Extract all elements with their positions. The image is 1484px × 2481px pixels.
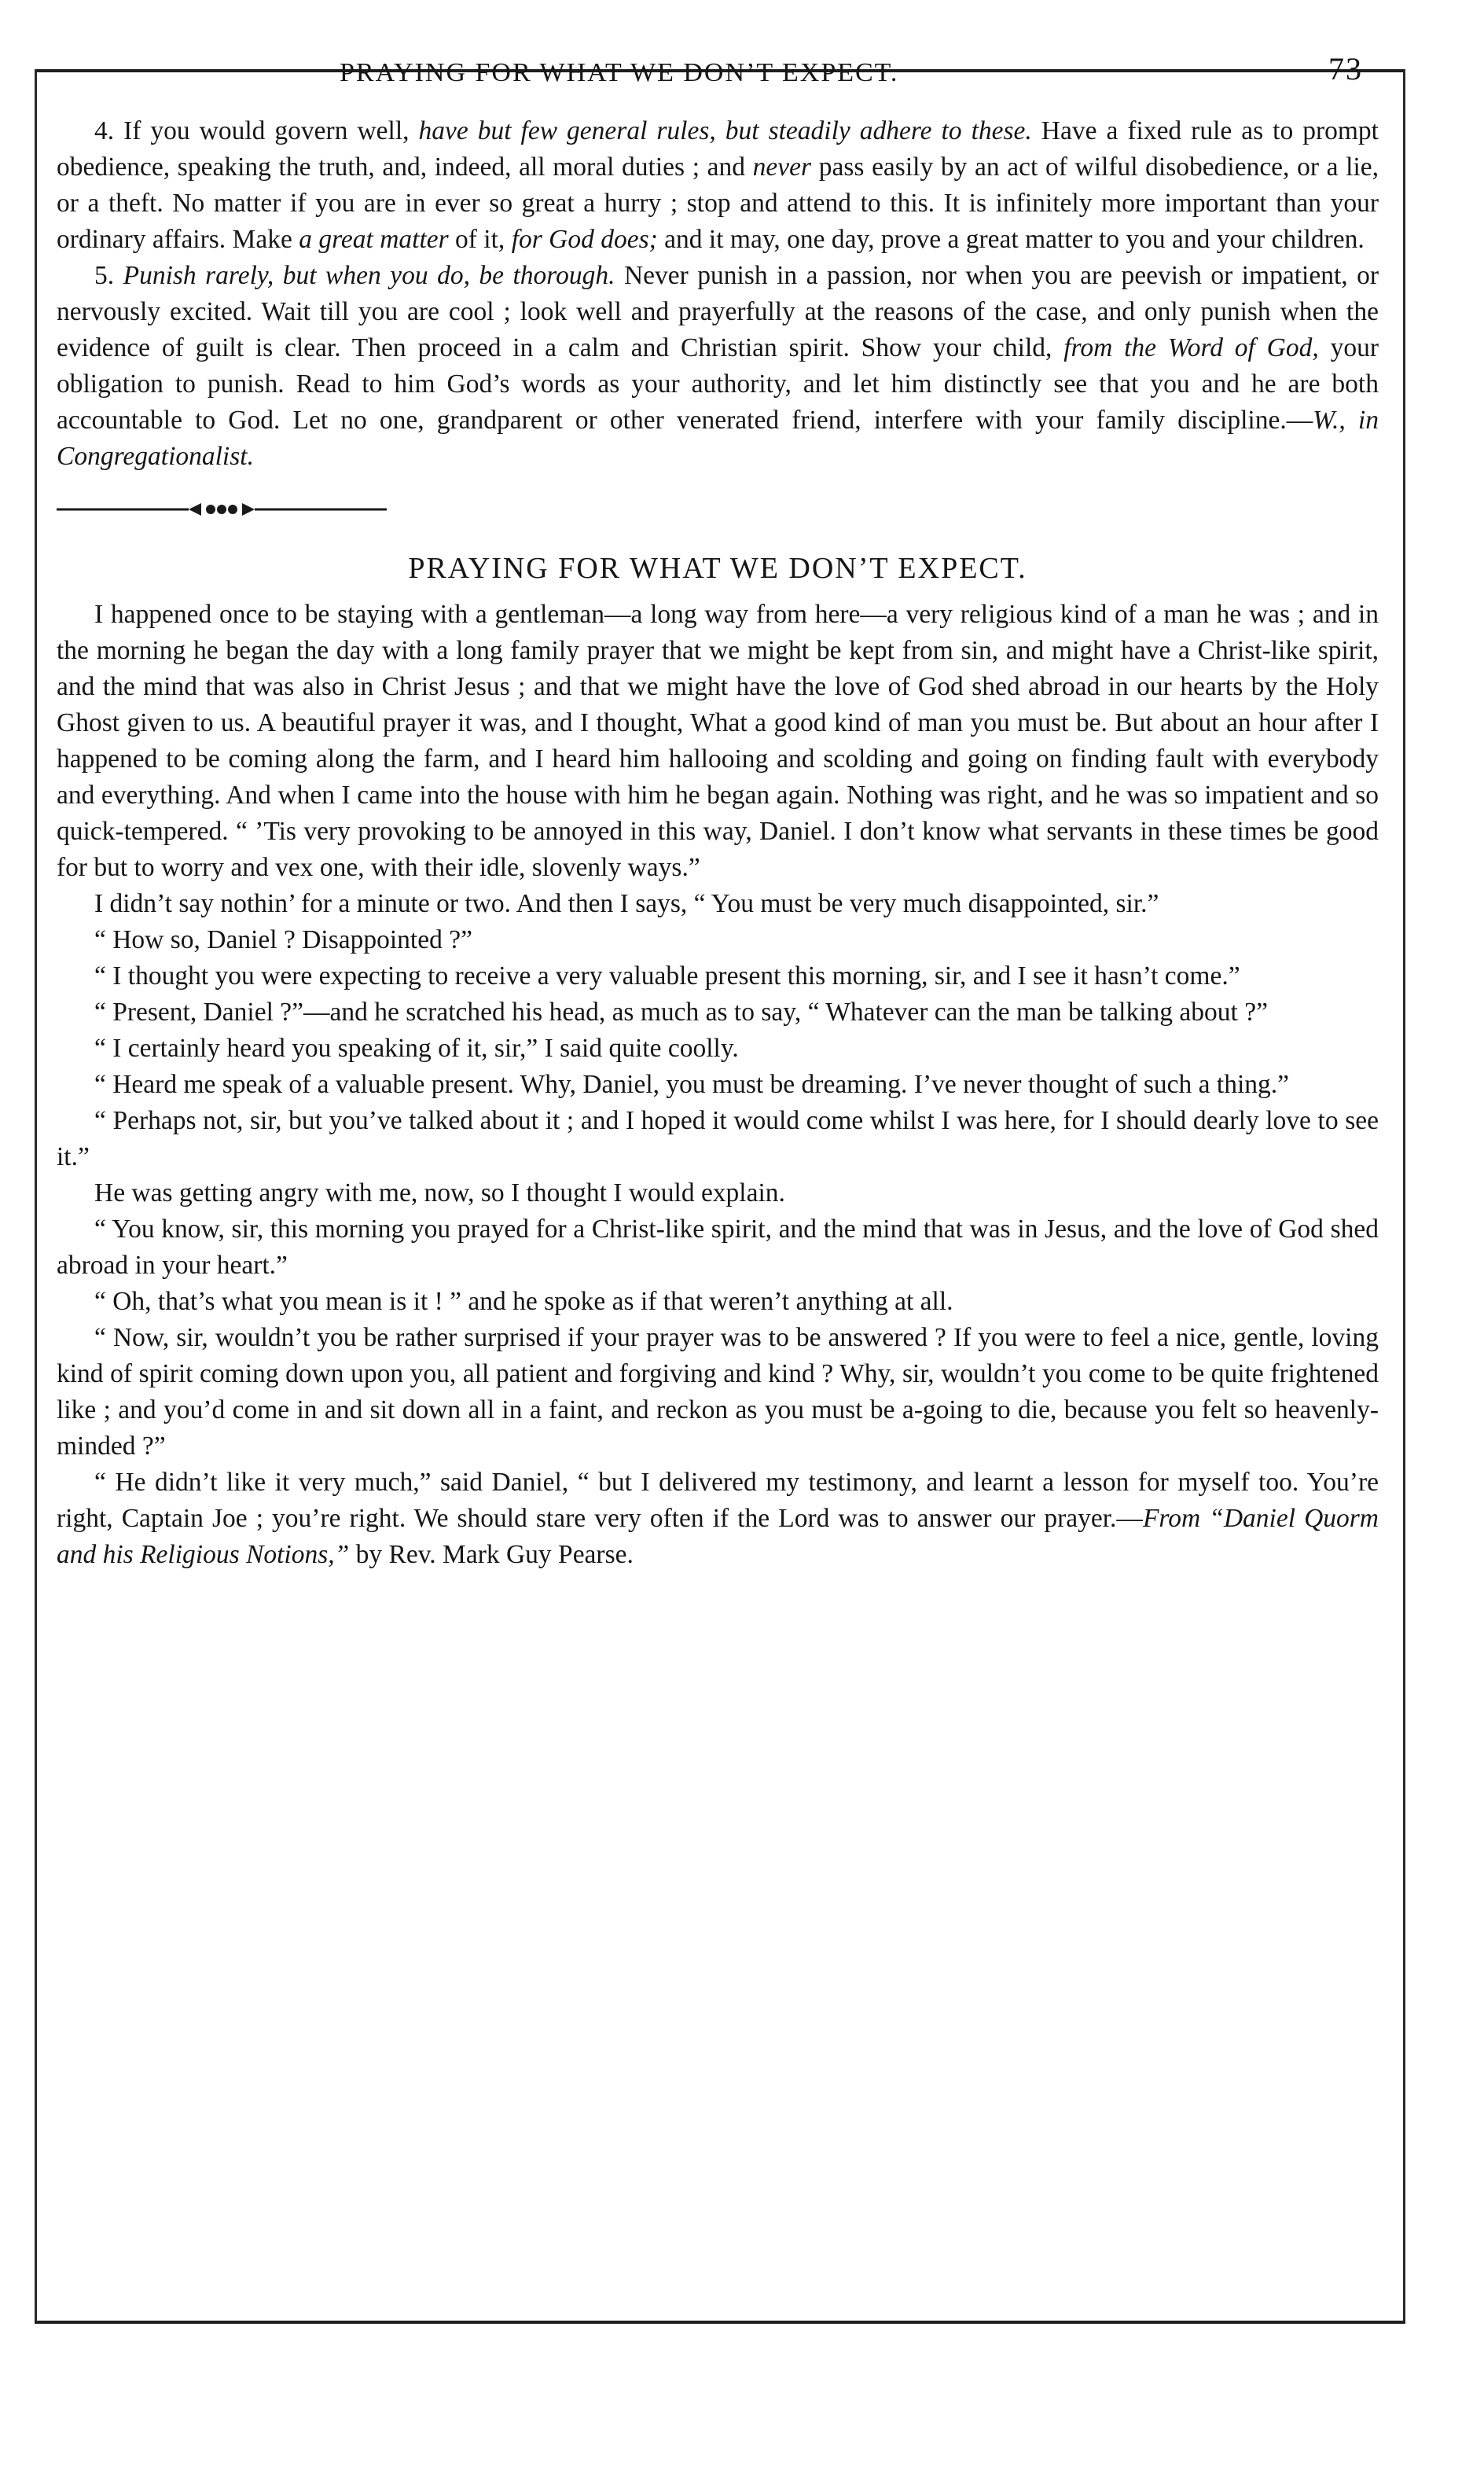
article-title: PRAYING FOR WHAT WE DON’T EXPECT.	[408, 552, 1027, 585]
article-paragraph: “ Perhaps not, sir, but you’ve talked about it ; and I hoped it would come whilst I was here, for I should dearly love to see it.”	[57, 1106, 1379, 1171]
para4-lead: 4. If you would govern well,	[94, 116, 419, 145]
para4-italic: have but few general rules, but steadily adhere to these.	[418, 116, 1032, 145]
article-paragraph: “ I thought you were expecting to receive a very valuable present this morning, sir, and I see it hasn’t come.”	[94, 961, 1240, 991]
article-paragraph: “ You know, sir, this morning you prayed for a Christ-like spirit, and the mind that was in Jesus, and the love of God shed abroad in your heart.”	[57, 1215, 1379, 1280]
running-title: PRAYING FOR WHAT WE DON’T EXPECT.	[340, 58, 899, 87]
article-paragraph: I didn’t say nothin’ for a minute or two. And then I says, “ You must be very much disappointed, sir.”	[94, 889, 1159, 918]
article-paragraph: He was getting angry with me, now, so I thought I would explain.	[94, 1178, 785, 1207]
para4-text: Have a fixed rule as to prompt obedience, speaking the truth, and, indeed, all moral duties ; and	[57, 116, 1379, 182]
para4-italic-great-matter: a great matter	[299, 225, 449, 254]
para4-text-2: pass easily by an act of wilful disobedience, or a lie, or a theft. No matter if you are in ever so great a hurry ; stop and attend to this. It is infinitely more important than your ordinary affairs. Make	[57, 153, 1379, 254]
page-number: 73	[1328, 51, 1363, 86]
page-content	[57, 50, 1379, 1573]
para5-italic-word-of-god: from the Word of God,	[1063, 333, 1319, 362]
section-divider-ornament	[57, 500, 387, 519]
left-rule	[35, 69, 37, 2324]
rule-paragraph-5	[57, 258, 1379, 475]
para5-text: Never punish in a passion, nor when you are peevish or impatient, or nervously excited. Wait till you are cool ; look well and prayerfully at the reasons of the case, and only punish when the evidence of guilt is clear. Then proceed in a calm and Christian spirit. Show your child,	[57, 261, 1379, 362]
author-credit: by Rev. Mark Guy Pearse.	[349, 1540, 634, 1569]
article-paragraph: “ Now, sir, wouldn’t you be rather surprised if your prayer was to be answered ? If you were to feel a nice, gentle, loving kind of spirit coming down upon you, all patient and forgiving and kind ? Why, sir, wouldn’t you come to be quite frightened like ; and you’d come in and sit down all in a faint, and reckon as you must be a-going to die, because you felt so heavenly-minded ?”	[57, 1323, 1379, 1461]
para4-italic-never: never	[752, 153, 812, 182]
para4-text-3: of it,	[448, 225, 512, 254]
running-head	[57, 50, 1379, 101]
para5-italic: Punish rarely, but when you do, be thorough.	[123, 261, 615, 290]
bottom-rule	[35, 2321, 1405, 2324]
para4-text-4: and it may, one day, prove a great matter to you and your children.	[657, 225, 1365, 254]
source-citation: From “Daniel Quorm and his Religious Notions,”	[57, 1504, 1379, 1569]
article-paragraph: “ How so, Daniel ? Disappointed ?”	[94, 925, 472, 954]
article-paragraph: “ I certainly heard you speaking of it, sir,” I said quite coolly.	[94, 1034, 739, 1063]
right-rule	[1403, 69, 1405, 2324]
closing-paragraph	[57, 1465, 1379, 1573]
para4-italic-god-does: for God does;	[511, 225, 658, 254]
para5-lead: 5.	[94, 261, 123, 290]
article-paragraph: “ Present, Daniel ?”—and he scratched his head, as much as to say, “ Whatever can the man be talking about ?”	[94, 998, 1268, 1027]
para5-attribution: W., in Congregationalist.	[57, 406, 1379, 471]
article-paragraph: “ Heard me speak of a valuable present. Why, Daniel, you must be dreaming. I’ve never thought of such a thing.”	[94, 1070, 1290, 1099]
article-paragraph: “ Oh, that’s what you mean is it ! ” and he spoke as if that weren’t anything at all.	[94, 1287, 953, 1316]
closing-text: “ He didn’t like it very much,” said Daniel, “ but I delivered my testimony, and learnt a lesson for myself too. You’re right, Captain Joe ; you’re right. We should stare very often if the Lord was to answer our prayer.—	[57, 1468, 1379, 1533]
para5-text-2: your obligation to punish. Read to him God’s words as your authority, and let him distinctly see that you and he are both accountable to God. Let no one, grandparent or other venerated friend, interfere with your family discipline.—	[57, 333, 1379, 435]
rule-paragraph-4	[57, 113, 1379, 258]
article-paragraph: I happened once to be staying with a gentleman—a long way from here—a very religious kind of a man he was ; and in the morning he began the day with a long family prayer that we might be kept from sin, and might have a Christ-like spirit, and the mind that was also in Christ Jesus ; and that we might have the love of God shed abroad in our hearts by the Holy Ghost given to us. A beautiful prayer it was, and I thought, What a good kind of man you must be. But about an hour after I happened to be coming along the farm, and I heard him hallooing and scolding and going on finding fault with everybody and everything. And when I came into the house with him he began again. Nothing was right, and he was so impatient and so quick-tempered. “ ’Tis very provoking to be annoyed in this way, Daniel. I don’t know what servants in these times be good for but to worry and vex one, with their idle, slovenly ways.”	[57, 600, 1379, 882]
